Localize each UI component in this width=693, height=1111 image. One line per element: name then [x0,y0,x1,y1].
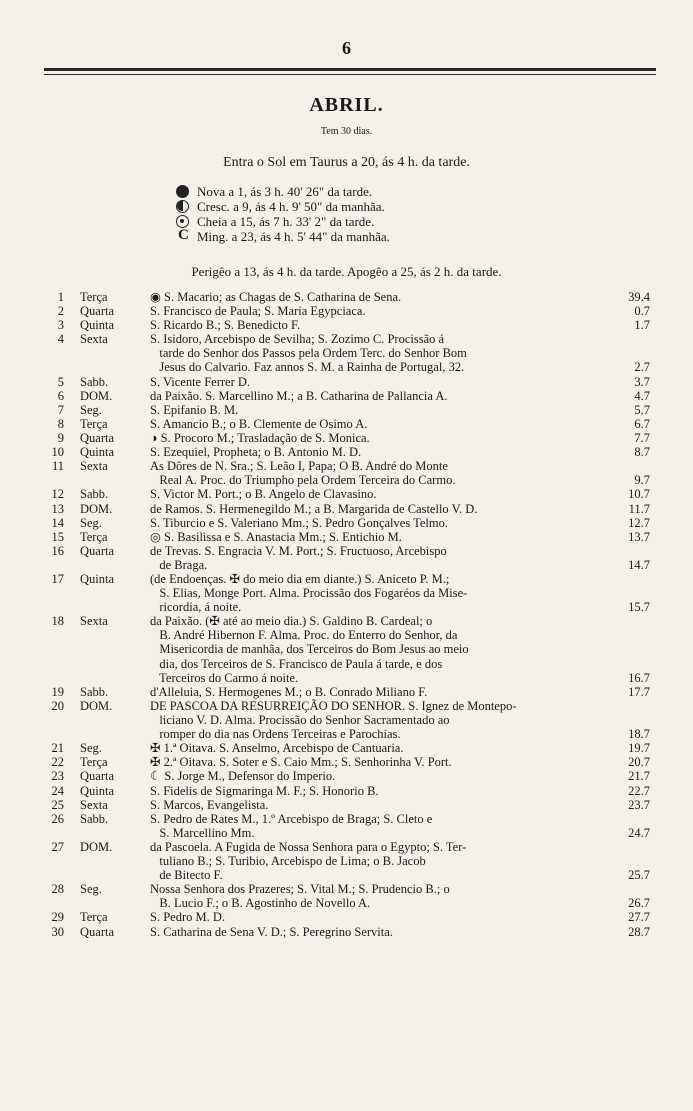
text-line: (de Endoenças. ✠ do meio dia em diante.) S. Aniceto P. M.; [150,572,450,586]
weekday: Sexta [80,797,108,812]
weekday: Quarta [80,543,115,558]
text-line: S. Amancio B.; o B. Clemente de Osimo A. [150,416,368,431]
weekday: Terça [80,416,108,431]
weekday: Sabb. [80,487,109,502]
day-number: 29 [51,910,64,925]
phase-crescent [176,199,390,214]
saints-text [150,290,570,304]
moon-age-value: 8.7 [634,445,650,460]
day-number: 18 [51,614,64,629]
day-number: 4 [57,332,64,347]
text-line: ✠ 1.ª Oitava. S. Anselmo, Arcebispo de Cantuaria. [150,741,404,756]
text-line: DE PASCOA DA RESURREIÇÃO DO SENHOR. S. Ignez de Montepo- [150,698,517,713]
calendar-entry [0,812,693,840]
weekday: Sexta [80,459,108,474]
text-line: tarde do Senhor dos Passos pela Ordem Terc. do Senhor Bom [150,346,467,361]
saints-text [150,882,570,910]
weekday: Sabb. [80,811,109,826]
day-number: 3 [57,318,64,333]
saints-text [150,544,570,572]
text-line: S. Marcos, Evangelista. [150,797,269,812]
moon-age-value: 28.7 [628,924,650,939]
day-number: 1 [57,290,64,304]
moon-age-value: 2.7 [634,360,650,375]
moon-age-value: 18.7 [628,727,650,742]
day-number: 5 [57,374,64,389]
weekday: Seg. [80,741,102,756]
text-line: S. Vicente Ferrer D. [150,374,251,389]
text-line: B. Lucio F.; o B. Agostinho de Novello A. [150,896,371,911]
day-number: 6 [57,388,64,403]
phase-waning [176,229,390,244]
weekday: Terça [80,910,108,925]
header-rule-thick [44,68,656,71]
calendar-entry [0,304,693,318]
calendar-entry [0,445,693,459]
day-number: 10 [51,445,64,460]
saints-text [150,769,570,783]
sun-entry: Entra o Sol em Taurus a 20, ás 4 h. da tarde. [223,155,470,170]
text-line: S. Epifanio B. M. [150,402,239,417]
moon-age-value: 3.7 [634,374,650,389]
moon-age-value: 19.7 [628,741,650,756]
moon-age-value: 9.7 [634,473,650,488]
moon-age-value: 21.7 [628,769,650,784]
saints-text [150,685,570,699]
text-line: ✠ 2.ª Oitava. S. Soter e S. Caio Mm.; S. Senhorinha V. Port. [150,755,452,770]
day-number: 28 [51,882,64,897]
text-line: S. Fidelis de Sigmaringa M. F.; S. Honorio B. [150,783,379,798]
text-line: ◎ S. Basilissa e S. Anastacia Mm.; S. Entichio M. [150,529,402,544]
saints-text [150,530,570,544]
saints-text [150,389,570,403]
day-number: 21 [51,741,64,756]
day-number: 13 [51,501,64,516]
moon-age-value: 24.7 [628,825,650,840]
calendar-entry [0,290,693,304]
month-title: ABRIL. [309,94,384,116]
calendar-entry [0,685,693,699]
phase-new [176,184,390,199]
text-line: S. Pedro de Rates M., 1.º Arcebispo de Braga; S. Cleto e [150,811,433,826]
day-number: 30 [51,924,64,939]
saints-text [150,332,570,374]
calendar-entry [0,417,693,431]
moon-age-value: 23.7 [628,797,650,812]
weekday: Sexta [80,332,108,347]
new-moon-icon [176,185,189,198]
text-line: S. Isidoro, Arcebispo de Sevilha; S. Zozimo C. Procissão á [150,332,445,347]
day-number: 20 [51,698,64,713]
moon-age-value: 16.7 [628,670,650,685]
text-line: S. Elias, Monge Port. Alma. Procissão dos Fogaréos da Mise- [150,586,468,601]
calendar-entry [0,403,693,417]
weekday: DOM. [80,501,113,516]
calendar-entry [0,840,693,882]
saints-text [150,445,570,459]
calendar-entry [0,530,693,544]
calendar-entry [0,784,693,798]
calendar-entry [0,614,693,685]
saints-text [150,840,570,882]
text-line: S. Ricardo B.; S. Benedicto F. [150,318,301,333]
saints-text [150,784,570,798]
saints-text [150,516,570,530]
weekday: Quarta [80,304,115,319]
text-line: romper do dia nas Ordens Terceiras e Parochias. [150,727,401,742]
text-line: ricordia, á noite. [150,600,242,615]
weekday: Terça [80,529,108,544]
text-line: liciano V. D. Alma. Procissão do Senhor Sacramentado ao [150,712,450,727]
moon-age-value: 39.4 [628,290,650,304]
text-line: Real A. Proc. do Triumpho pela Ordem Terceira do Carmo. [150,473,456,488]
moon-age-value: 10.7 [628,487,650,502]
calendar-entry [0,487,693,501]
calendar-entry [0,502,693,516]
saints-text [150,812,570,840]
calendar-entry [0,332,693,374]
weekday: Quinta [80,318,115,333]
saints-text [150,431,570,445]
phase-full [176,214,390,229]
moon-age-value: 7.7 [634,431,650,445]
weekday: Sexta [80,614,108,629]
day-number: 8 [57,416,64,431]
text-line: da Pascoela. A Fugida de Nossa Senhora para o Egypto; S. Ter- [150,839,467,854]
text-line: de Ramos. S. Hermenegildo M.; a B. Margarida de Castello V. D. [150,501,478,516]
phase-label: Ming. a 23, ás 4 h. 5' 44" da manhãa. [197,229,390,244]
saints-text [150,699,570,741]
calendar-entry [0,375,693,389]
weekday: DOM. [80,839,113,854]
day-number: 17 [51,572,64,586]
day-number: 12 [51,487,64,502]
moon-age-value: 26.7 [628,896,650,911]
text-line: Jesus do Calvario. Faz annos S. M. a Rainha de Portugal, 32. [150,360,465,375]
saints-text [150,910,570,924]
calendar-entry [0,755,693,769]
calendar-entry [0,544,693,572]
page-number: 6 [342,38,351,58]
weekday: Sabb. [80,684,109,699]
moon-age-value: 14.7 [628,557,650,572]
calendar-entry [0,741,693,755]
text-line: S. Marcellino Mm. [150,825,255,840]
text-line: ◑ S. Procoro M.; Trasladação de S. Monica. [150,431,370,445]
weekday: Quinta [80,783,115,798]
phase-label: Cheia a 15, ás 7 h. 33' 2" da tarde. [197,214,375,229]
text-line: d'Alleluia, S. Hermogenes M.; o B. Conrado Miliano F. [150,684,428,699]
phase-label: Nova a 1, ás 3 h. 40' 26" da tarde. [197,184,373,199]
text-line: Nossa Senhora dos Prazeres; S. Vital M.; S. Prudencio B.; o [150,882,450,897]
saints-text [150,459,570,487]
moon-age-value: 6.7 [634,416,650,431]
weekday: Quarta [80,431,115,445]
moon-age-value: 20.7 [628,755,650,770]
text-line: As Dôres de N. Sra.; S. Leão I, Papa; O B. André do Monte [150,459,448,474]
phase-label: Cresc. a 9, ás 4 h. 9' 50" da manhãa. [197,199,385,214]
moon-age-value: 12.7 [628,515,650,530]
saints-text [150,403,570,417]
moon-age-value: 1.7 [634,318,650,333]
saints-text [150,614,570,684]
moon-age-value: 22.7 [628,783,650,798]
weekday: Seg. [80,882,102,897]
day-number: 16 [51,543,64,558]
saints-text [150,318,570,332]
moon-age-value: 15.7 [628,600,650,615]
day-number: 2 [57,304,64,319]
moon-age-value: 0.7 [634,304,650,319]
text-line: S. Ezequiel, Propheta; o B. Antonio M. D. [150,445,362,460]
text-line: dia, dos Terceiros de S. Francisco de Paula á tarde, e dos [150,656,443,671]
text-line: S. Victor M. Port.; o B. Angelo de Clavasino. [150,487,377,502]
saints-text [150,304,570,318]
moon-age-value: 13.7 [628,529,650,544]
calendar-entry [0,318,693,332]
saints-text [150,375,570,389]
calendar-entry [0,882,693,910]
moon-age-value: 25.7 [628,868,650,883]
weekday: Terça [80,290,108,304]
saints-text [150,502,570,516]
saints-text [150,741,570,755]
day-number: 19 [51,684,64,699]
moon-age-value: 11.7 [628,501,650,516]
saints-text [150,925,570,939]
day-number: 22 [51,755,64,770]
day-number: 26 [51,811,64,826]
moon-age-value: 17.7 [628,684,650,699]
text-line: da Paixão. S. Marcellino M.; a B. Catharina de Pallancia A. [150,388,448,403]
day-number: 24 [51,783,64,798]
text-line: Misericordia de manhãa, dos Terceiros do Bom Jesus ao meio [150,642,469,657]
day-number: 7 [57,402,64,417]
text-line: tuliano B.; S. Turibio, Arcebispo de Lima; o B. Jacob [150,853,426,868]
weekday: Sabb. [80,374,109,389]
text-line: de Bitecto F. [150,868,223,883]
day-number: 11 [51,459,64,474]
days-count: Tem 30 dias. [320,126,373,137]
day-number: 9 [57,431,64,445]
text-line: Terceiros do Carmo á noite. [150,670,299,685]
text-line: ☾ S. Jorge M., Defensor do Imperio. [150,769,336,784]
text-line: S. Francisco de Paula; S. Maria Egypciaca. [150,304,366,319]
day-number: 25 [51,797,64,812]
calendar-entry [0,798,693,812]
text-line: da Paixão. (✠ até ao meio dia.) S. Galdino B. Cardeal; o [150,614,433,629]
crescent-moon-icon [176,200,189,213]
calendar-entry [0,699,693,741]
text-line: B. André Hibernon F. Alma. Proc. do Enterro do Senhor, da [150,628,458,643]
saints-text [150,417,570,431]
day-number: 23 [51,769,64,784]
saints-text [150,487,570,501]
weekday: Quarta [80,769,115,784]
calendar-entry [0,516,693,530]
saints-text [150,798,570,812]
calendar-entry [0,389,693,403]
moon-phases [176,184,390,244]
weekday: Quinta [80,445,115,460]
weekday: Seg. [80,402,102,417]
weekday: Terça [80,755,108,770]
calendar-entry [0,910,693,924]
saints-text [150,572,570,614]
text-line: S. Pedro M. D. [150,910,226,925]
weekday: DOM. [80,698,113,713]
saints-text [150,755,570,769]
text-line: S. Tiburcio e S. Valeriano Mm.; S. Pedro Gonçalves Telmo. [150,515,448,530]
calendar-entry [0,431,693,445]
weekday: Quarta [80,924,115,939]
day-number: 14 [51,515,64,530]
moon-age-value: 4.7 [634,388,650,403]
calendar-entry [0,769,693,783]
calendar-entry [0,925,693,939]
moon-age-value: 27.7 [628,910,650,925]
text-line: de Trevas. S. Engracia V. M. Port.; S. Fructuoso, Arcebispo [150,543,447,558]
perigee-apogee: Perigêo a 13, ás 4 h. da tarde. Apogêo a 25, ás 2 h. da tarde. [191,264,502,279]
weekday: Quinta [80,572,115,586]
header-rule-thin [44,74,656,75]
calendar-entry [0,572,693,614]
text-line: de Braga. [150,557,208,572]
text-line: ◉ S. Macario; as Chagas de S. Catharina de Sena. [150,290,402,304]
calendar-entry [0,459,693,487]
weekday: Seg. [80,515,102,530]
moon-age-value: 5.7 [634,402,650,417]
text-line: S. Catharina de Sena V. D.; S. Peregrino Servita. [150,924,393,939]
day-number: 27 [51,839,64,854]
day-number: 15 [51,529,64,544]
weekday: DOM. [80,388,113,403]
waning-moon-icon [176,230,189,243]
